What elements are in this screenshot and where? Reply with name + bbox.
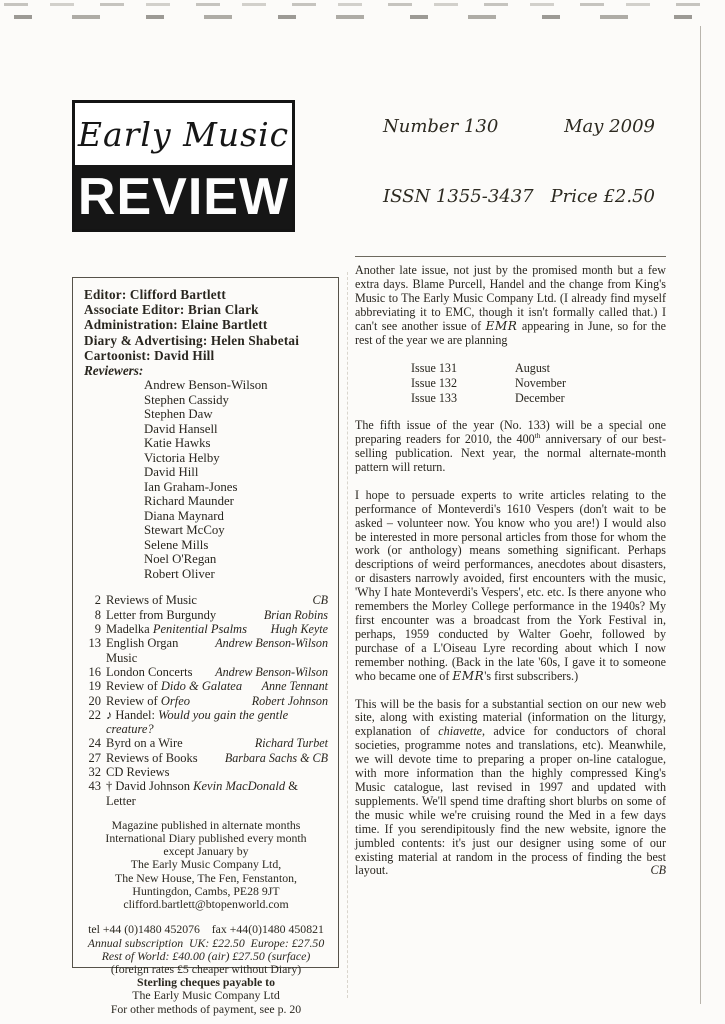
contents-page-number: 20 (88, 693, 101, 708)
issue-issn: ISSN 1355-3437 (383, 186, 534, 207)
text-segment: Kevin MacDonald (193, 779, 286, 794)
scan-artifact-right-edge (700, 26, 701, 1004)
contents-author (324, 779, 328, 808)
contents-row (84, 665, 328, 679)
contents-list (84, 593, 328, 807)
staff-line: Administration: Elaine Bartlett (84, 317, 268, 333)
text-segment: CD Reviews (106, 764, 170, 779)
contents-title (101, 765, 324, 779)
staff-line: Cartoonist: David Hill (84, 347, 215, 363)
text-segment: Reviews of Books (106, 750, 198, 765)
imprint-line: Huntingdon, Cambs, PE28 9JT (132, 883, 280, 898)
contents-page-number: 16 (88, 664, 101, 679)
staff-line: Editor: Clifford Bartlett (84, 287, 226, 302)
text-segment: Madelka (106, 622, 153, 637)
contents-page-number: 2 (94, 593, 101, 608)
contents-author: Brian Robins (263, 607, 328, 622)
text-segment: Letter from Burgundy (106, 607, 217, 622)
text-segment: Dido & Galatea (160, 679, 243, 694)
issue-info-row-2 (383, 186, 655, 207)
contents-page-number: 13 (88, 636, 101, 651)
editorial-paragraph (355, 419, 666, 475)
text-segment: I hope to persuade experts to write articles relating to the performance of Monteverdi's 1610 Vespers (don't wait to be asked – volunteer now. You know who you are!) I would also be interested in more personal articles from those for whom the work (or anthology) means something significant. Perhaps descriptions of weird performances, anecdotes about disasters, or disasters narrowly avoided, first encounters with the music, 'Why I hate Monteverdi's Vespers', etc. etc. Is there anyone who remembers the Morley College performance in the 1940s? My first encounter was a broadcast from the York Festival in, perhaps, 1959 conducted by Walter Goehr, followed by purchase of a L'Oiseau Lyre recording about which I now remember nothing. (Back in the late '60s, I gave it to someone who became one of (355, 487, 666, 683)
imprint-line: Sterling cheques payable to (137, 975, 275, 990)
editorial-column (355, 264, 666, 892)
issue-schedule (411, 361, 666, 405)
text-segment: English Organ Music (106, 636, 179, 665)
reviewer-name: Andrew Benson-Wilson (144, 378, 268, 393)
contents-row (84, 751, 328, 765)
contents-page-number: 8 (94, 607, 101, 622)
text-segment: Penitential Psalms (152, 622, 247, 637)
imprint-line: Annual subscription UK: £22.50 Europe: £27.50 (87, 935, 325, 950)
imprint-line: For other methods of payment, see p. 20 (110, 1001, 302, 1016)
contents-author (324, 708, 328, 737)
contents-row (84, 736, 328, 750)
contents-page-number: 32 (88, 764, 101, 779)
text-segment: Review of (106, 679, 161, 694)
contents-author: Barbara Sachs & CB (224, 750, 328, 765)
imprint-line: Rest of World: £40.00 (air) £27.50 (surface) (101, 948, 311, 963)
contents-page-number: 9 (94, 622, 101, 637)
text-segment: anniversary of our best-selling publication. Next year, the normal alternate-month pattern will return. (355, 432, 666, 474)
contents-title (101, 694, 248, 708)
reviewers-list (84, 378, 328, 581)
text-segment: Would you gain the gentle creature? (106, 707, 289, 737)
contents-row (84, 779, 328, 808)
text-segment: 's first subscribers.) (484, 668, 579, 683)
contents-page-number: 43 (88, 779, 101, 794)
imprint-line: The Early Music Company Ltd, (130, 857, 282, 872)
issue-number: Issue 133 (411, 390, 458, 405)
contents-page-number: 19 (88, 679, 101, 694)
imprint-block (84, 819, 328, 1016)
contents-title (101, 665, 211, 679)
contents-page-number: 27 (88, 750, 101, 765)
issue-date: May 2009 (564, 116, 655, 137)
text-segment: Another late issue, not just by the promised month but a few extra days. Blame Purcell, Handel and the change from King's Music to The Early Music Company Ltd. (I already find myself abbreviating it to EMC, though it isn't formally called that.) I can't see another issue of (355, 263, 666, 333)
contents-title (101, 736, 251, 750)
issue-info (383, 116, 655, 207)
editorial-top-rule (355, 256, 666, 257)
scan-artifact-top-line-1 (4, 3, 720, 6)
issue-month: November (515, 376, 567, 391)
text-segment: EMR (485, 318, 518, 333)
imprint-line: tel +44 (0)1480 452076 fax +44(0)1480 450821 (88, 922, 324, 937)
contents-author: Hugh Keyte (270, 622, 328, 637)
contents-title (101, 608, 260, 622)
contents-author: CB (312, 593, 328, 608)
contents-title (101, 751, 221, 765)
contents-row (84, 694, 328, 708)
masthead-box (72, 277, 339, 1016)
contents-title (101, 593, 309, 607)
contents-author: Andrew Benson-Wilson (215, 664, 328, 679)
contents-row (84, 708, 328, 737)
contents-row (84, 593, 328, 607)
issue-month: August (515, 361, 550, 376)
reviewer-name: David Hansell (144, 421, 218, 436)
text-segment: EMR (452, 668, 485, 683)
text-segment: Review of (106, 693, 161, 708)
text-segment: CB (650, 863, 666, 878)
text-segment: Byrd on a Wire (106, 736, 183, 751)
text-segment: † David Johnson (106, 779, 194, 794)
reviewer-name: Richard Maunder (144, 494, 234, 509)
contents-author: Robert Johnson (251, 693, 328, 708)
contents-author (324, 765, 328, 779)
column-divider (347, 272, 348, 998)
reviewer-name: Victoria Helby (144, 450, 220, 465)
imprint-line: except January by (163, 844, 249, 859)
reviewer-name: Katie Hawks (144, 436, 211, 451)
staff-list (84, 287, 328, 363)
contents-row (84, 608, 328, 622)
text-segment: ♪ Handel: (106, 707, 159, 722)
reviewers-label: Reviewers: (84, 363, 144, 379)
issue-month: December (515, 390, 565, 405)
editorial-paragraph (355, 264, 666, 347)
contents-author: Richard Turbet (254, 736, 328, 751)
issue-info-row-1 (383, 116, 655, 137)
contents-title (101, 779, 324, 808)
imprint-line: The Early Music Company Ltd (132, 988, 280, 1003)
contents-row (84, 765, 328, 779)
issue-row (411, 391, 666, 406)
issue-number: Issue 132 (411, 376, 458, 391)
text-segment: chiavette (438, 724, 482, 739)
contents-title (101, 622, 267, 636)
contents-author: Andrew Benson-Wilson (215, 636, 328, 651)
text-segment: , advice for conductors of choral societies, programme notes and translations, etc). Meanwhile, we will devote time to preparing a proper on-line catalogue, with more information than the highly compressed King's Music catalogue, last revised in 1997 and updated with supplements. We'll spend time drafting short blurbs on some of the music while we're cruising round the Med in a few days time. If you serendipitously find the new website, ignore the jumbled contents: it's just our designer using some of our existing material at random in the process of finding the best layout. (355, 724, 666, 878)
issue-number: Issue 131 (411, 361, 458, 376)
reviewer-name: Diana Maynard (144, 508, 224, 523)
staff-line: Diary & Advertising: Helen Shabetai (84, 332, 300, 348)
editorial-paragraph (355, 698, 666, 879)
contents-row (84, 679, 328, 693)
text-segment: th (534, 431, 541, 441)
text-segment: Reviews of Music (106, 593, 197, 608)
text-segment: appearing in June, so for the rest of the year we are planning (355, 318, 667, 347)
imprint-line: clifford.bartlett@btopenworld.com (123, 897, 289, 912)
text-segment: & Letter (106, 779, 299, 808)
reviewer-name: Stewart McCoy (144, 523, 225, 538)
text-segment: Orfeo (160, 693, 191, 708)
magazine-logo (72, 100, 295, 232)
reviewer-name: Ian Graham-Jones (144, 479, 238, 494)
staff-line: Associate Editor: Brian Clark (84, 302, 259, 318)
contents-row (84, 636, 328, 665)
contents-author: Anne Tennant (261, 679, 328, 694)
imprint-line: (foreign rates £5 cheaper without Diary) (110, 961, 302, 976)
reviewer-name: David Hill (144, 465, 199, 480)
logo-title-review: REVIEW (75, 165, 292, 229)
contents-title (101, 679, 258, 693)
reviewer-name: Stephen Daw (144, 407, 213, 422)
reviewer-name: Robert Oliver (144, 566, 215, 581)
imprint-line: Magazine published in alternate months (111, 817, 301, 832)
reviewer-name: Noel O'Regan (144, 552, 217, 567)
contents-page-number: 22 (88, 707, 101, 722)
reviewer-name: Selene Mills (144, 537, 209, 552)
imprint-line: The New House, The Fen, Fenstanton, (115, 870, 297, 885)
issue-number: Number 130 (383, 116, 499, 137)
text-segment: London Concerts (106, 664, 193, 679)
contents-row (84, 622, 328, 636)
issue-price: Price £2.50 (550, 186, 655, 207)
logo-title-early-music: Early Music (77, 114, 290, 154)
contents-page-number: 24 (88, 736, 101, 751)
scan-artifact-top-line-2 (14, 15, 718, 19)
contents-title (101, 636, 211, 665)
reviewer-name: Stephen Cassidy (144, 392, 229, 407)
text-segment: The fifth issue of the year (No. 133) will be a special one preparing readers for 2010, the 400 (355, 418, 666, 447)
editorial-paragraph (355, 489, 666, 684)
issue-row (411, 376, 666, 391)
issue-row (411, 361, 666, 376)
imprint-line: International Diary published every month (105, 831, 307, 846)
text-segment: This will be the basis for a substantial section on our new web site, along with existing material (information on the liturgy, explanation of (355, 696, 666, 739)
contents-title (101, 708, 324, 737)
